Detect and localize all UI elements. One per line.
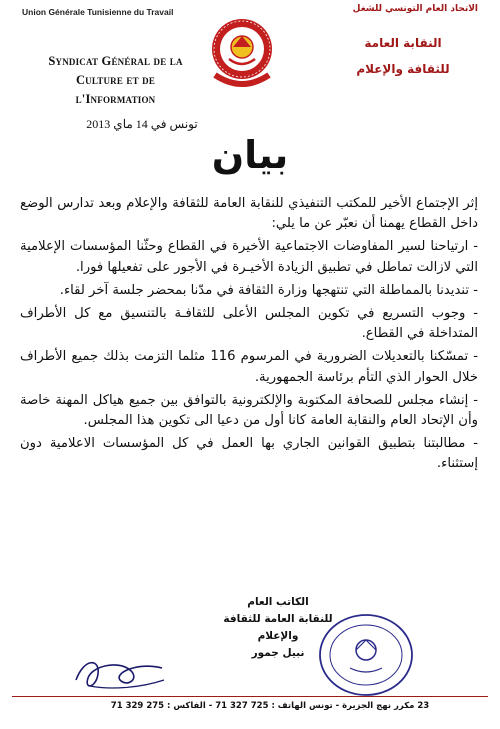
point-ministry-delay: - تنديدنا بالمماطلة التي تنتهجها وزارة الثقافة في مدّنا بمحضر جلسة آخر لقاء. (59, 282, 478, 298)
signer-role: الكاتب العام (247, 596, 309, 608)
document-date: تونس في 14 ماي 2013 (86, 117, 198, 131)
syndicate-name-fr-line1: Syndicat Général de la (48, 54, 183, 68)
handwritten-signature (70, 650, 170, 696)
union-name-ar: الاتحاد العام التونسي للشغل (352, 4, 478, 14)
ugtt-logo (207, 13, 277, 95)
signer-name: نبيل جمور (251, 647, 305, 659)
syndicate-name-fr-line3: l'Information (75, 92, 156, 106)
intro-paragraph: إثر الإجتماع الأخير للمكتب التنفيذي للنقابة العامة للثقافة والإعلام وبعد تدارس الوضع داخل القطاع يهمنا أن نعبّر عن ما يلي: (20, 196, 478, 232)
syndicate-name-fr (28, 52, 203, 109)
syndicate-name-ar-line1: النقابة العامة (364, 36, 442, 50)
signer-organization: للنقابة العامة للثقافة والإعلام (223, 613, 333, 642)
statement-body (20, 194, 478, 478)
point-decree-116: - تمسّكنا بالتعديلات الضرورية في المرسوم 116 مثلما التزمت بذلك جميع الأطراف خلال الحوار الذي التأم برئاسة الجمهورية. (20, 349, 478, 385)
point-culture-council: - وجوب التسريع في تكوين المجلس الأعلى للثقافـة بالتنسيق مع كل الأطراف المتداخلة في القطاع. (20, 306, 478, 342)
official-stamp (316, 610, 416, 700)
union-name-fr: Union Générale Tunisienne du Travail (22, 7, 174, 17)
footer-divider (12, 696, 488, 697)
point-press-council: - إنشاء مجلس للصحافة المكتوبة والإلكترونية بالتوافق بين جميع هياكل المهنة خاصة وأن الإتحاد العام والنقابة العامة كانا أول من دعيا الى تكوين هذا المجلس. (20, 392, 478, 429)
syndicate-name-ar (328, 30, 478, 82)
syndicate-name-fr-line2: Culture et de (75, 73, 156, 87)
footer-contact: 23 مكرر نهج الجزيرة - تونس الهاتف : 725 327 71 - الفاكس : 275 329 71 (110, 701, 430, 711)
syndicate-name-ar-line2: للثقافة والإعلام (356, 62, 450, 76)
point-negotiations: - ارتياحنا لسير المفاوضات الاجتماعية الأخيرة في القطاع وحثّنا المؤسسات الإعلامية التي لازالت تماطل في تطبيق الزيادة الأخيـرة في الأجور على تفعيلها فورا. (20, 239, 478, 275)
document-title: بيان (211, 133, 289, 177)
point-apply-laws: - مطالبتنا بتطبيق القوانين الجاري بها العمل في كل المؤسسات الاعلامية دون إستثناء. (20, 436, 478, 472)
